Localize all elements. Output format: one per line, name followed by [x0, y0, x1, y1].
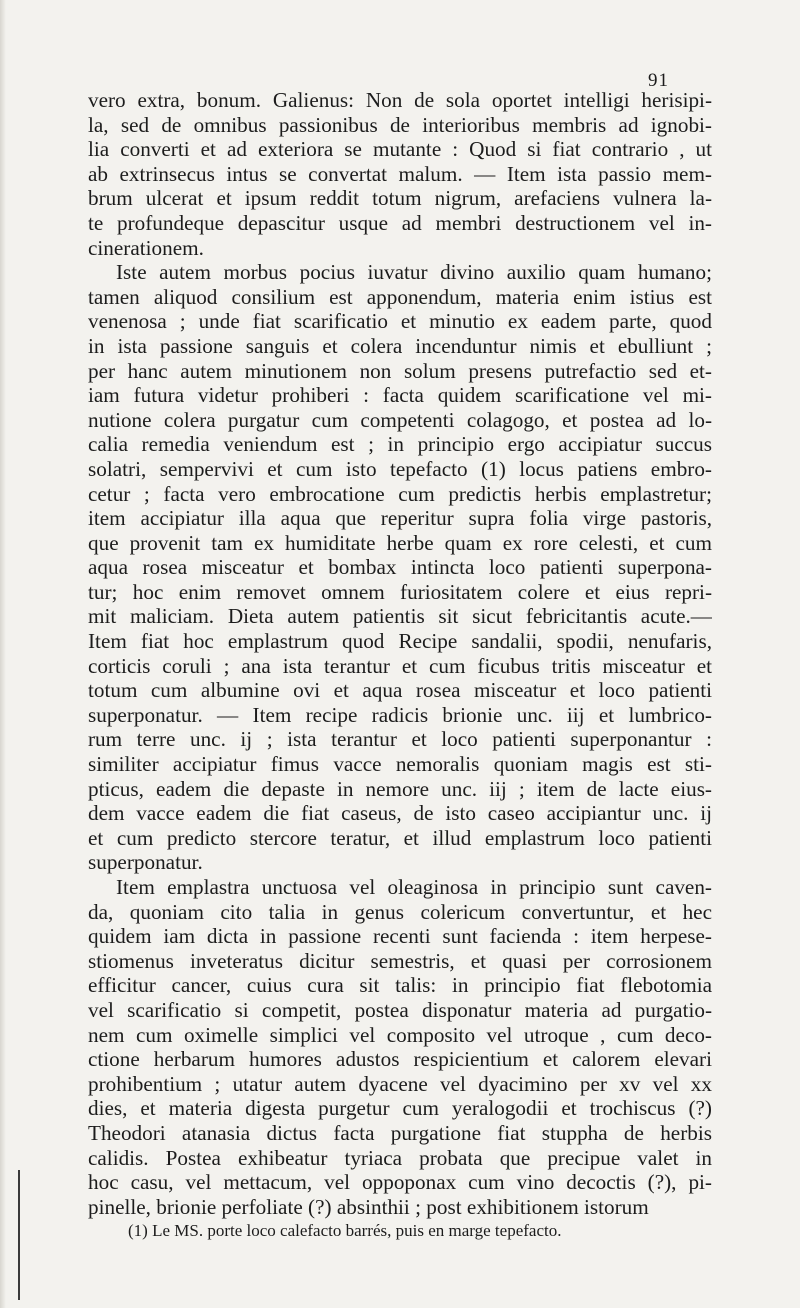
text-line: efficitur cancer, cuius cura sit talis: in principio fiat flebotomia	[88, 973, 712, 998]
text-line: cetur ; facta vero embrocatione cum predictis herbis emplastretur;	[88, 481, 712, 506]
text-line: da, quoniam cito talia in genus colericum convertuntur, et hec	[88, 899, 712, 924]
text-line: et cum predicto stercore teratur, et illud emplastrum loco patienti	[88, 825, 712, 850]
text-line: ab extrinsecus intus se convertat malum. — Item ista passio mem-	[88, 161, 712, 186]
text-line: in ista passione sanguis et colera incenduntur nimis et ebulliunt ;	[88, 333, 712, 358]
text-line: tamen aliquod consilium est apponendum, materia enim istius est	[88, 284, 712, 309]
text-line: calia remedia veniendum est ; in principio ergo accipiatur succus	[88, 432, 712, 457]
text-line: venenosa ; unde fiat scarificatio et minutio ex eadem parte, quod	[88, 309, 712, 334]
text-line: nem cum oximelle simplici vel composito vel utroque , cum deco-	[88, 1022, 712, 1047]
text-line: calidis. Postea exhibeatur tyriaca probata que precipue valet in	[88, 1145, 712, 1170]
binding-mark	[18, 1170, 20, 1300]
text-line: dem vacce eadem die fiat caseus, de isto caseo accipiantur unc. ij	[88, 801, 712, 826]
text-line: vero extra, bonum. Galienus: Non de sola oportet intelligi herisipi-	[88, 88, 712, 112]
page-edge	[0, 0, 6, 1308]
text-line: iam futura videtur prohiberi : facta quidem scarificatione vel mi-	[88, 383, 712, 408]
text-line: Item emplastra unctuosa vel oleaginosa in principio sunt caven-	[116, 875, 712, 899]
text-line: la, sed de omnibus passionibus de interioribus membris ad ignobi-	[88, 112, 712, 137]
text-line: solatri, sempervivi et cum isto tepefacto (1) locus patiens embro-	[88, 456, 712, 481]
text-line: cinerationem.	[88, 235, 204, 260]
text-line: lia converti et ad exteriora se mutante : Quod si fiat contrario , ut	[88, 137, 712, 162]
text-line: item accipiatur illa aqua que reperitur supra folia virge pastoris,	[88, 506, 712, 531]
text-line: superponatur. — Item recipe radicis brionie unc. iij et lumbrico-	[88, 702, 712, 727]
text-line: brum ulcerat et ipsum reddit totum nigrum, arefaciens vulnera la-	[88, 186, 712, 211]
footnote: (1) Le MS. porte loco calefacto barrés, puis en marge tepefacto.	[128, 1221, 562, 1240]
text-line: superponatur.	[88, 850, 203, 875]
text-line: totum cum albumine ovi et aqua rosea misceatur et loco patienti	[88, 678, 712, 703]
text-line: corticis coruli ; ana ista terantur et cum ficubus tritis misceatur et	[88, 653, 712, 678]
text-line: Theodori atanasia dictus facta purgatione fiat stuppha de herbis	[88, 1120, 712, 1145]
text-line: pinelle, brionie perfoliate (?) absinthii ; post exhibitionem istorum	[88, 1194, 649, 1219]
text-line: pticus, eadem die depaste in nemore unc. iij ; item de lacte eius-	[88, 776, 712, 801]
text-line: que provenit tam ex humiditate herbe quam ex rore celesti, et cum	[88, 530, 712, 555]
text-line: similiter accipiatur fimus vacce nemoralis quoniam magis est sti-	[88, 752, 712, 777]
text-line: Iste autem morbus pocius iuvatur divino auxilio quam humano;	[116, 260, 712, 285]
text-line: quidem iam dicta in passione recenti sunt facienda : item herpese-	[88, 924, 712, 949]
page-number: 91	[648, 70, 669, 91]
text-line: rum terre unc. ij ; ista terantur et loco patienti superponantur :	[88, 727, 712, 752]
paragraph-1	[88, 88, 712, 260]
text-line: tur; hoc enim removet omnem furiositatem colere et eius repri-	[88, 579, 712, 604]
text-line: prohibentium ; utatur autem dyacene vel dyacimino per xv vel xx	[88, 1071, 712, 1096]
paragraph-2	[88, 260, 712, 875]
text-line: dies, et materia digesta purgetur cum yeralogodii et trochiscus (?)	[88, 1096, 712, 1121]
text-line: te profundeque depascitur usque ad membri destructionem vel in-	[88, 210, 712, 235]
text-line: mit maliciam. Dieta autem patientis sit sicut febricitantis acute.—	[88, 604, 712, 629]
paragraph-3	[88, 875, 712, 1219]
body-text	[88, 88, 712, 1219]
text-line: hoc casu, vel mettacum, vel oppoponax cum vino decoctis (?), pi-	[88, 1170, 712, 1195]
text-line: aqua rosea misceatur et bombax intincta loco patienti superpona-	[88, 555, 712, 580]
text-line: stiomenus inveteratus dicitur semestris, et quasi per corrosionem	[88, 948, 712, 973]
text-line: nutione colera purgatur cum competenti colagogo, et postea ad lo-	[88, 407, 712, 432]
text-line: vel scarificatio si competit, postea disponatur materia ad purgatio-	[88, 997, 712, 1022]
text-line: per hanc autem minutionem non solum presens putrefactio sed et-	[88, 358, 712, 383]
text-line: ctione herbarum humores adustos respicientium et calorem elevari	[88, 1047, 712, 1072]
text-line: Item fiat hoc emplastrum quod Recipe sandalii, spodii, nenufaris,	[88, 629, 712, 654]
